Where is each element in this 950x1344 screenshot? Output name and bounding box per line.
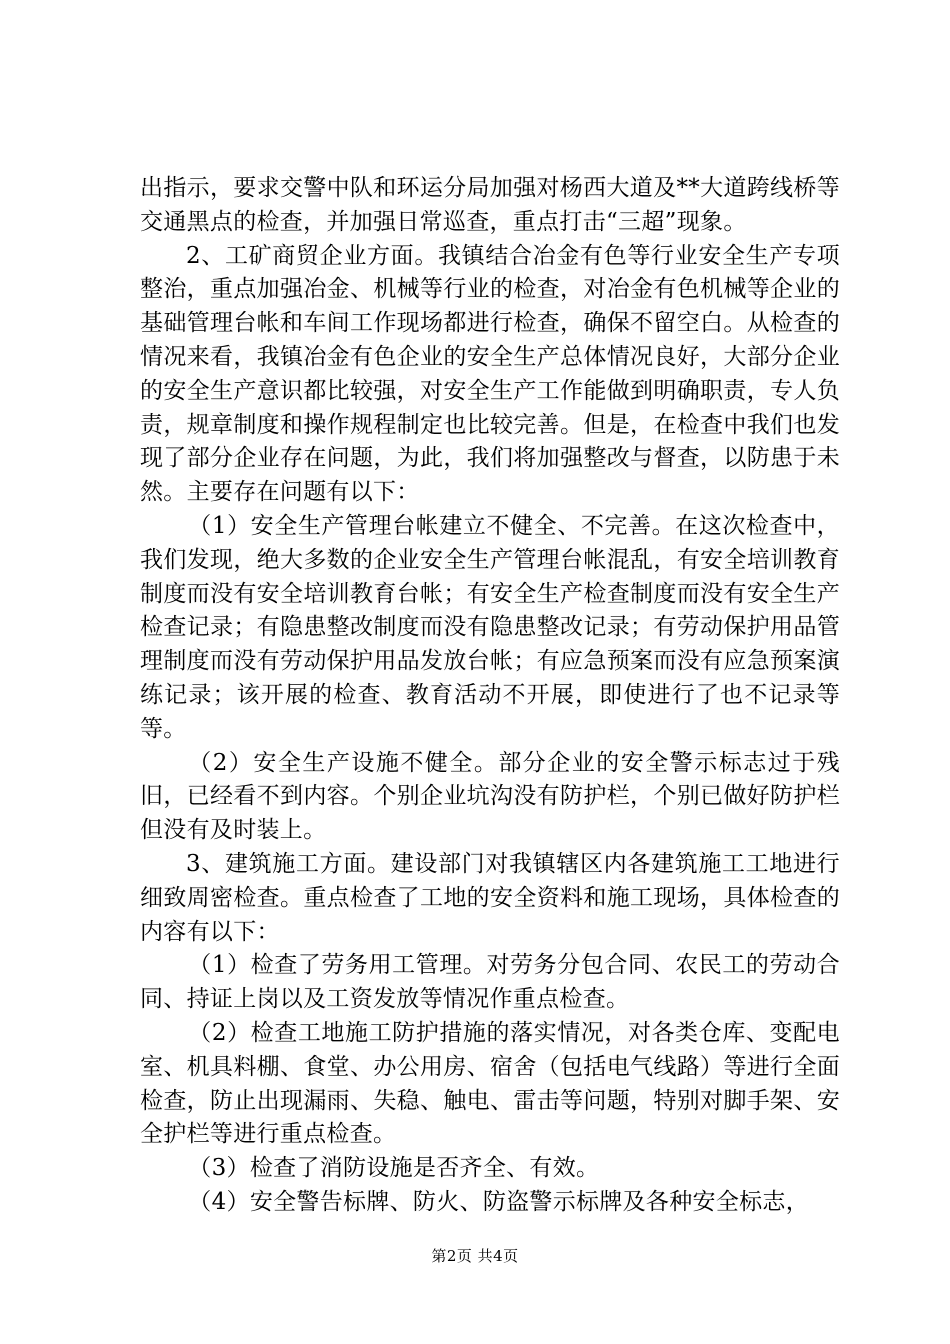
document-body (140, 172, 840, 1220)
page-footer: 第2页 共4页 (431, 1247, 519, 1265)
paragraph-2: 2、工矿商贸企业方面。我镇结合冶金有色等行业安全生产专项整治，重点加强冶金、机械等行业的检查，对冶金有色机械等企业的基础管理台帐和车间工作现场都进行检查，确保不留空白。从检查的情况来看，我镇冶金有色企业的安全生产总体情况良好，大部分企业的安全生产意识都比较强，对安全生产工作能做到明确职责，专人负责，规章制度和操作规程制定也比较完善。但是，在检查中我们也发现了部分企业存在问题，为此，我们将加强整改与督查，以防患于未然。主要存在问题有以下： (140, 242, 840, 506)
paragraph-6: （1）检查了劳务用工管理。对劳务分包合同、农民工的劳动合同、持证上岗以及工资发放等情况作重点检查。 (140, 952, 840, 1013)
paragraph-1: 出指示，要求交警中队和环运分局加强对杨西大道及**大道跨线桥等交通黑点的检查，并加强日常巡查，重点打击“三超”现象。 (140, 175, 840, 235)
paragraph-5: 3、建筑施工方面。建设部门对我镇辖区内各建筑施工工地进行细致周密检查。重点检查了工地的安全资料和施工现场，具体检查的内容有以下： (140, 850, 840, 945)
paragraph-4: （2）安全生产设施不健全。部分企业的安全警示标志过于残旧，已经看不到内容。个别企业坑沟没有防护栏，个别已做好防护栏但没有及时装上。 (140, 749, 840, 844)
paragraph-8: （3）检查了消防设施是否齐全、有效。 (188, 1155, 600, 1182)
paragraph-7: （2）检查工地施工防护措施的落实情况，对各类仓库、变配电室、机具料棚、食堂、办公用房、宿舍（包括电气线路）等进行全面检查，防止出现漏雨、失稳、触电、雷击等问题，特别对脚手架、安全护栏等进行重点检查。 (140, 1019, 840, 1148)
paragraph-3: （1）安全生产管理台帐建立不健全、不完善。在这次检查中，我们发现，绝大多数的企业安全生产管理台帐混乱，有安全培训教育制度而没有安全培训教育台帐；有安全生产检查制度而没有安全生产检查记录；有隐患整改制度而没有隐患整改记录；有劳动保护用品管理制度而没有劳动保护用品发放台帐；有应急预案而没有应急预案演练记录；该开展的检查、教育活动不开展，即使进行了也不记录等等。 (140, 512, 840, 742)
paragraph-9: （4）安全警告标牌、防火、防盗警示标牌及各种安全标志， (188, 1188, 810, 1215)
